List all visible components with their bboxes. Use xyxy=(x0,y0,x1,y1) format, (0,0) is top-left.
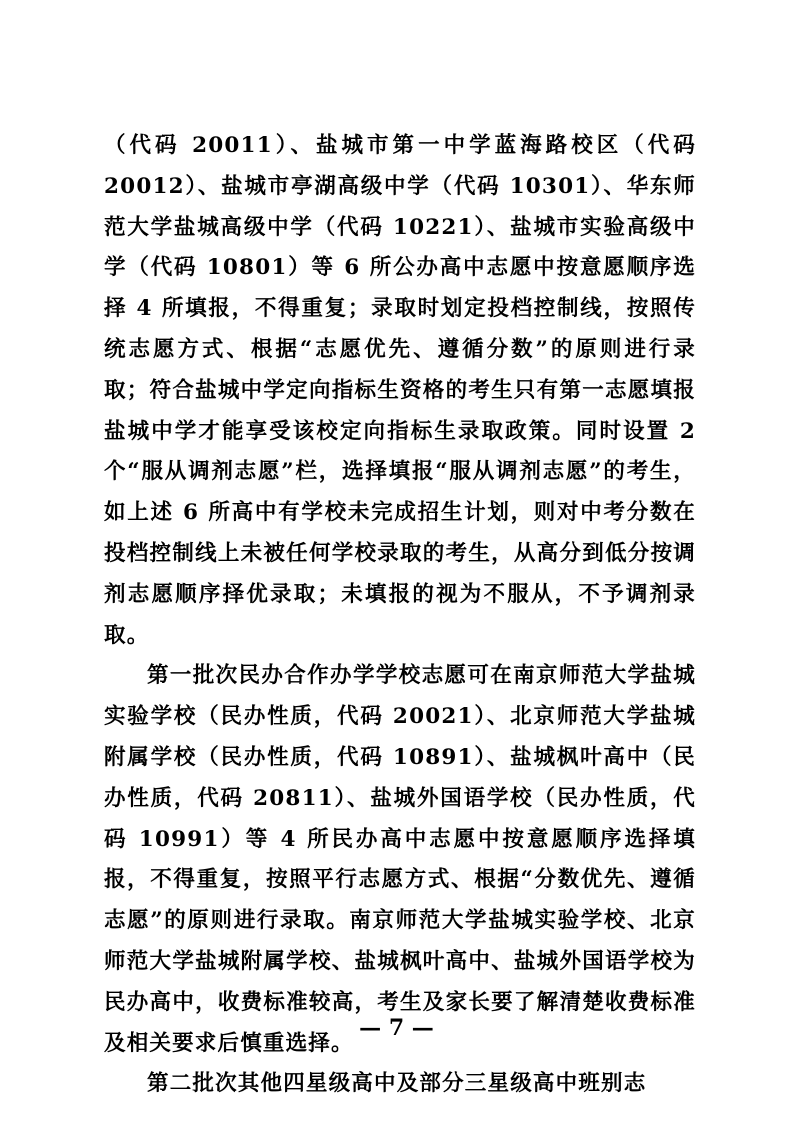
paragraph-public-high-school-choices: （代码 20011）、盐城市第一中学蓝海路校区（代码 20012）、盐城市亭湖高级中学（代码 10301）、华东师范大学盐城高级中学（代码 10221）、盐城市实验高级中学（代码 10801）等 6 所公办高中志愿中按意愿顺序选择 4 所填报，不得重复；录取时划定投档控制线，按照传统志愿方式、根据“志愿优先、遵循分数”的原则进行录取；符合盐城中学定向指标生资格的考生只有第一志愿填报盐城中学才能享受该校定向指标生录取政策。同时设置 2 个“服从调剂志愿”栏，选择填报“服从调剂志愿”的考生，如上述 6 所高中有学校未完成招生计划，则对中考分数在投档控制线上未被任何学校录取的考生，从高分到低分按调剂志愿顺序择优录取；未填报的视为不服从，不予调剂录取。 xyxy=(104,133,696,648)
document-body xyxy=(104,126,696,1105)
paragraph-second-batch: 第二批次其他四星级高中及部分三星级高中班别志 xyxy=(147,1071,647,1097)
page-number: — 7 — xyxy=(359,1015,434,1041)
paragraph-private-school-choices: 第一批次民办合作办学学校志愿可在南京师范大学盐城实验学校（民办性质，代码 20021）、北京师范大学盐城附属学校（民办性质，代码 10891）、盐城枫叶高中（民办性质，代码 20811）、盐城外国语学校（民办性质，代码 10991）等 4 所民办高中志愿中按意愿顺序选择填报，不得重复，按照平行志愿方式、根据“分数优先、遵循志愿”的原则进行录取。南京师范大学盐城实验学校、北京师范大学盐城附属学校、盐城枫叶高中、盐城外国语学校为民办高中，收费标准较高，考生及家长要了解清楚收费标准及相关要求后慎重选择。 xyxy=(104,663,696,1056)
